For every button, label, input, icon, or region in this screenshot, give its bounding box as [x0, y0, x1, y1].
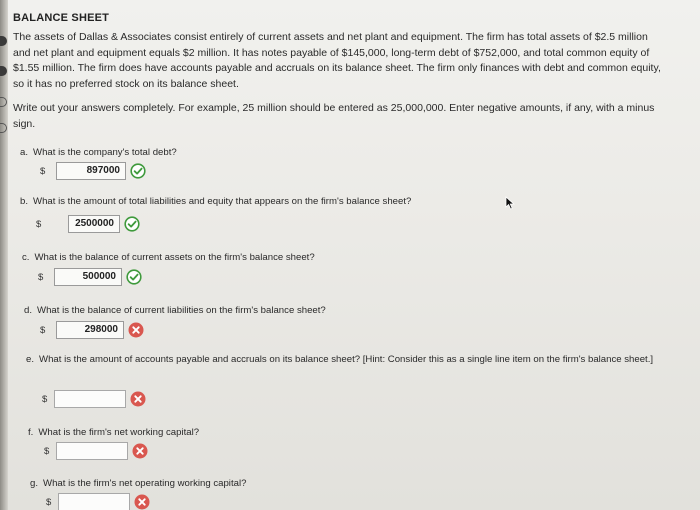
- answer-row-e: [42, 390, 146, 408]
- problem-statement: The assets of Dallas & Associates consist entirely of current assets and net plant and equipment. The firm has total assets of $2.5 million and net plant and equipment equals $2 million. It has notes payable of $145,000, long-term debt of $752,000, and total common equity of $1.55 million. The firm does have accounts payable and accruals on its balance sheet. The firm only finances with debt and common equity, so it has no preferred stock on its balance sheet.: [13, 31, 661, 90]
- currency-symbol: $: [42, 393, 48, 405]
- question-text: What is the firm's net working capital?: [38, 427, 200, 438]
- correct-check-icon: [130, 163, 146, 179]
- incorrect-x-icon: [128, 322, 144, 338]
- currency-symbol: $: [40, 165, 46, 177]
- question-d: [24, 304, 326, 317]
- question-text: What is the amount of total liabilities and equity that appears on the firm's balance sheet?: [33, 196, 412, 207]
- question-text: What is the balance of current assets on the firm's balance sheet?: [34, 252, 315, 263]
- currency-symbol: $: [46, 496, 52, 508]
- window-edge: [0, 0, 8, 510]
- answer-row-a: [40, 162, 146, 180]
- mouse-cursor-icon: [505, 196, 515, 210]
- currency-symbol: $: [38, 271, 44, 283]
- question-e: [26, 353, 666, 366]
- question-text: What is the company's total debt?: [33, 147, 177, 158]
- question-letter: a.: [20, 147, 29, 158]
- answer-row-f: [44, 442, 148, 460]
- question-g: [30, 477, 246, 490]
- question-letter: e.: [26, 354, 35, 365]
- answer-row-b: [36, 215, 140, 233]
- question-letter: d.: [24, 305, 33, 316]
- answer-row-d: [40, 321, 144, 339]
- question-a: [20, 146, 177, 159]
- currency-symbol: $: [36, 218, 42, 230]
- answer-input-b[interactable]: 2500000: [68, 215, 120, 233]
- answer-input-e[interactable]: [54, 390, 126, 408]
- correct-check-icon: [126, 269, 142, 285]
- incorrect-x-icon: [130, 391, 146, 407]
- answer-row-c: [38, 268, 142, 286]
- currency-symbol: $: [40, 324, 46, 336]
- question-f: [28, 426, 199, 439]
- question-text: What is the amount of accounts payable and accruals on its balance sheet? [Hint: Consider this as a single line item on the firm's balance sheet.]: [39, 354, 654, 365]
- question-letter: c.: [22, 252, 30, 263]
- question-letter: b.: [20, 196, 29, 207]
- answer-input-g[interactable]: [58, 493, 130, 510]
- incorrect-x-icon: [132, 443, 148, 459]
- question-b: [20, 195, 411, 208]
- incorrect-x-icon: [134, 494, 150, 510]
- currency-symbol: $: [44, 445, 50, 457]
- question-letter: g.: [30, 478, 39, 489]
- correct-check-icon: [124, 216, 140, 232]
- question-text: What is the balance of current liabilities on the firm's balance sheet?: [37, 305, 326, 316]
- answer-input-d[interactable]: 298000: [56, 321, 124, 339]
- question-c: [22, 251, 315, 264]
- question-text: What is the firm's net operating working capital?: [43, 478, 247, 489]
- answer-row-g: [46, 493, 150, 510]
- question-letter: f.: [28, 427, 34, 438]
- instructions: Write out your answers completely. For example, 25 million should be entered as 25,000,000. Enter negative amounts, if any, with a minus sign.: [13, 102, 655, 130]
- answer-input-a[interactable]: 897000: [56, 162, 126, 180]
- answer-input-c[interactable]: 500000: [54, 268, 122, 286]
- page-title: BALANCE SHEET: [13, 12, 110, 24]
- answer-input-f[interactable]: [56, 442, 128, 460]
